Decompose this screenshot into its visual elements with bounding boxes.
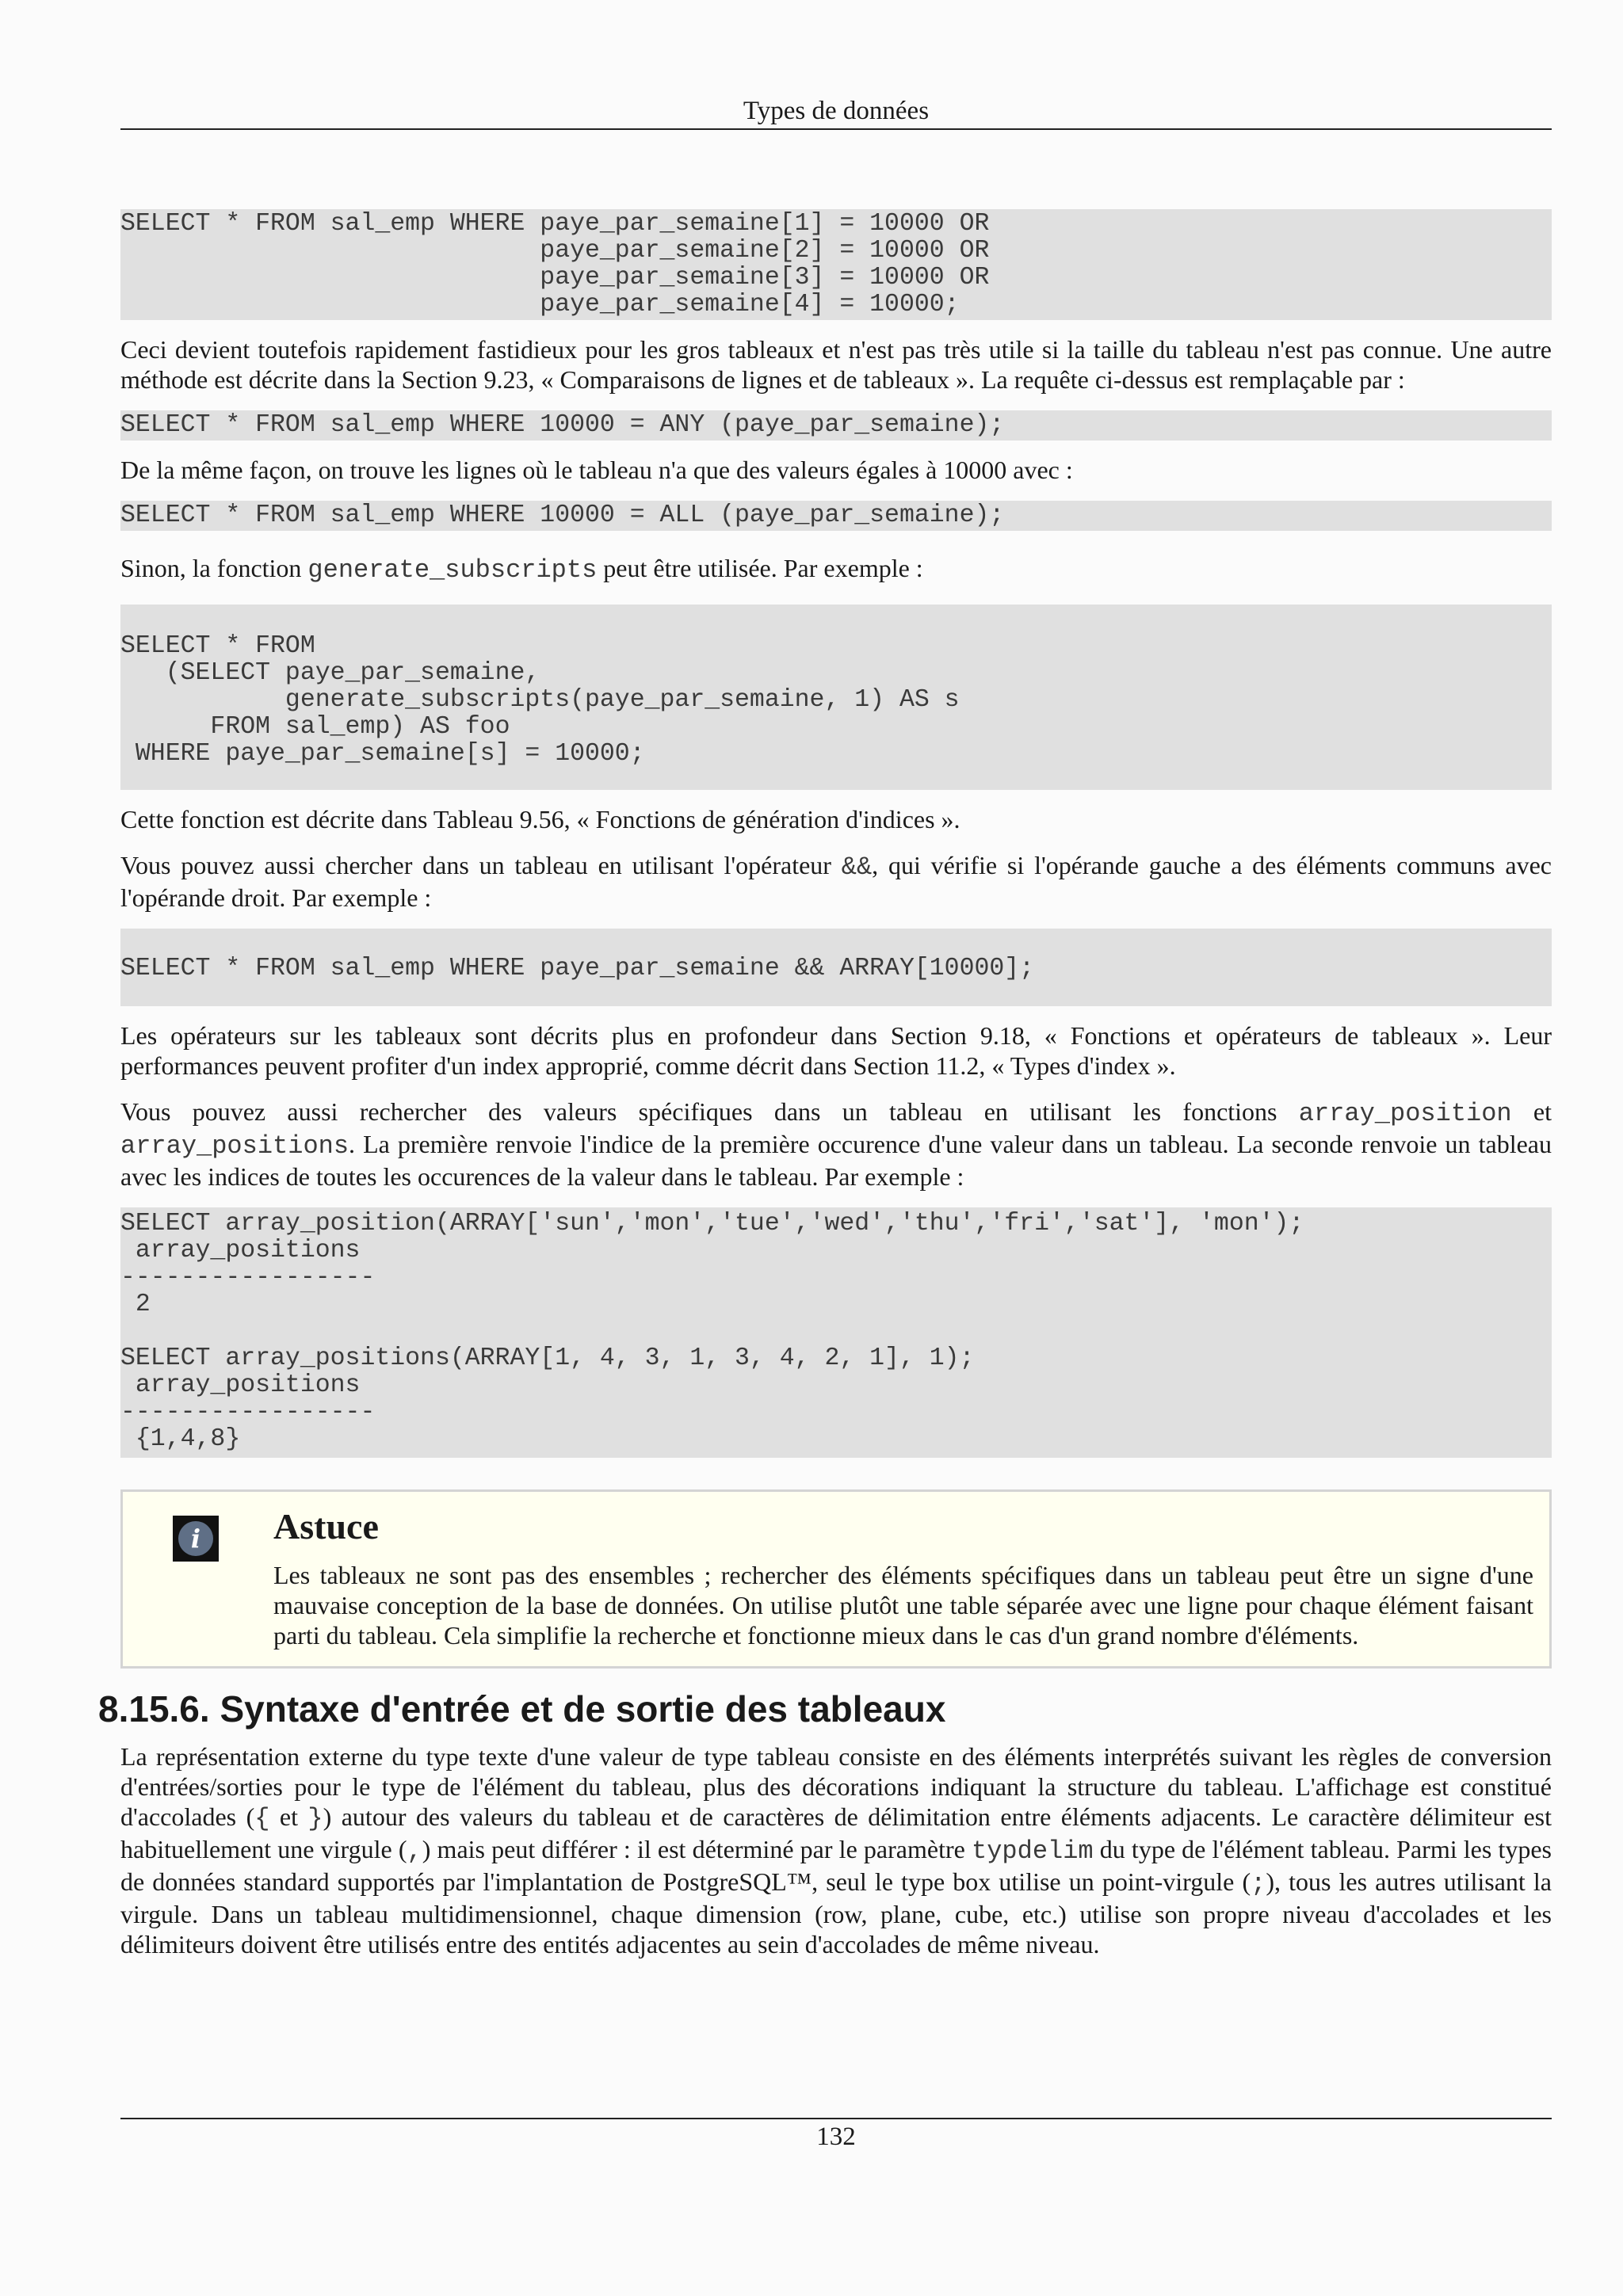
parameter-name: typdelim [972, 1836, 1094, 1866]
paragraph-function-ref: Cette fonction est décrite dans Tableau 9.56, « Fonctions de génération d'indices ». [120, 805, 960, 833]
function-name: array_positions [120, 1131, 349, 1161]
paragraph-external-representation: La représentation externe du type texte d'une valeur de type tableau consiste en des éléments interprétés suivant les règles de conversion d'entrées/sorties pour le type de l'élément du tableau, plus des décorations indiquant la structure du tableau. L'affichage est constitué d'accolades ({ et }) autour des valeurs du tableau et de caractères de délimitation entre éléments adjacents. Le caractère délimiteur est habituellement une virgule (,) mais peut différer : il est déterminé par le paramètre typdelim du type de l'élément tableau. Parmi les types de données standard supportés par l'implantation de PostgreSQL™, seul le type box utilise un point-virgule (;), tous les autres utilisant la virgule. Dans un tableau multidimensionnel, chaque dimension (row, plane, cube, etc.) utilise son propre niveau d'accolades et les délimiteurs doivent être utilisés entre des entités adjacentes au sein d'accolades de même niveau. [120, 1742, 1552, 1958]
paragraph-all-values: De la même façon, on trouve les lignes où le tableau n'a que des valeurs égales à 10000 avec : [120, 456, 1073, 484]
function-name: generate_subscripts [307, 555, 598, 585]
paragraph-array-position: Vous pouvez aussi rechercher des valeurs spécifiques dans un tableau en utilisant les fonctions array_position et array_positions. La première renvoie l'indice de la première occurence d'une valeur dans un tableau. La seconde renvoie un tableau avec les indices de toutes les occurences de la valeur dans le tableau. Par exemple : [120, 1097, 1552, 1191]
page-header: Types de données [120, 93, 1552, 130]
code-block-overlap: SELECT * FROM sal_emp WHERE paye_par_semaine && ARRAY[10000]; [120, 929, 1552, 1006]
paragraph-tedious-note: Ceci devient toutefois rapidement fastidieux pour les gros tableaux et n'est pas très utile si la taille du tableau n'est pas connue. Une autre méthode est décrite dans la Section 9.23, « Comparaisons de lignes et de tableaux ». La requête ci-dessus est remplaçable par : [120, 335, 1552, 394]
tip-box [120, 1489, 1552, 1669]
page-content [98, 209, 1552, 1975]
paragraph-overlap-operator: Vous pouvez aussi chercher dans un tableau en utilisant l'opérateur &&, qui vérifie si l'opérande gauche a des éléments communs avec l'opérande droit. Par exemple : [120, 851, 1552, 912]
section-heading: 8.15.6. Syntaxe d'entrée et de sortie des tableaux [98, 1688, 946, 1730]
paragraph-generate-subscripts: Sinon, la fonction generate_subscripts peut être utilisée. Par exemple : [120, 554, 923, 585]
code-block-any: SELECT * FROM sal_emp WHERE 10000 = ANY (paye_par_semaine); [120, 410, 1552, 441]
paragraph-operators-ref: Les opérateurs sur les tableaux sont décrits plus en profondeur dans Section 9.18, « Fonctions et opérateurs de tableaux ». Leur performances peuvent profiter d'un index approprié, comme décrit dans Section 11.2, « Types d'index ». [120, 1021, 1552, 1080]
operator-name: && [841, 852, 873, 882]
code-block-array-position: SELECT array_position(ARRAY['sun','mon','tue','wed','thu','fri','sat'], 'mon'); array_positions ----------------- 2 SELECT array_positions(ARRAY[1, 4, 3, 1, 3, 4, 2, 1], 1); array_positions ----------------- {1,4,8} [120, 1207, 1552, 1458]
code-block-subscripts: SELECT * FROM (SELECT paye_par_semaine, generate_subscripts(paye_par_semaine, 1) AS s FROM sal_emp) AS foo WHERE paye_par_semaine[s] = 10000; [120, 605, 1552, 790]
info-icon: i [173, 1516, 219, 1562]
tip-body: Les tableaux ne sont pas des ensembles ; rechercher des éléments spécifiques dans un tableau peut être un signe d'une mauvaise conception de la base de données. On utilise plutôt une table séparée avec une ligne pour chaque élément faisant parti du tableau. Cela simplifie la recherche et fonctionne mieux dans le cas d'un grand nombre d'éléments. [273, 1561, 1533, 1650]
function-name: array_position [1298, 1099, 1512, 1128]
code-block-or-query: SELECT * FROM sal_emp WHERE paye_par_semaine[1] = 10000 OR paye_par_semaine[2] = 10000 OR paye_par_semaine[3] = 10000 OR paye_par_semaine[4] = 10000; [120, 209, 1552, 320]
page-number: 132 [816, 2122, 856, 2151]
code-block-all: SELECT * FROM sal_emp WHERE 10000 = ALL (paye_par_semaine); [120, 501, 1552, 531]
tip-title: Astuce [273, 1506, 379, 1547]
